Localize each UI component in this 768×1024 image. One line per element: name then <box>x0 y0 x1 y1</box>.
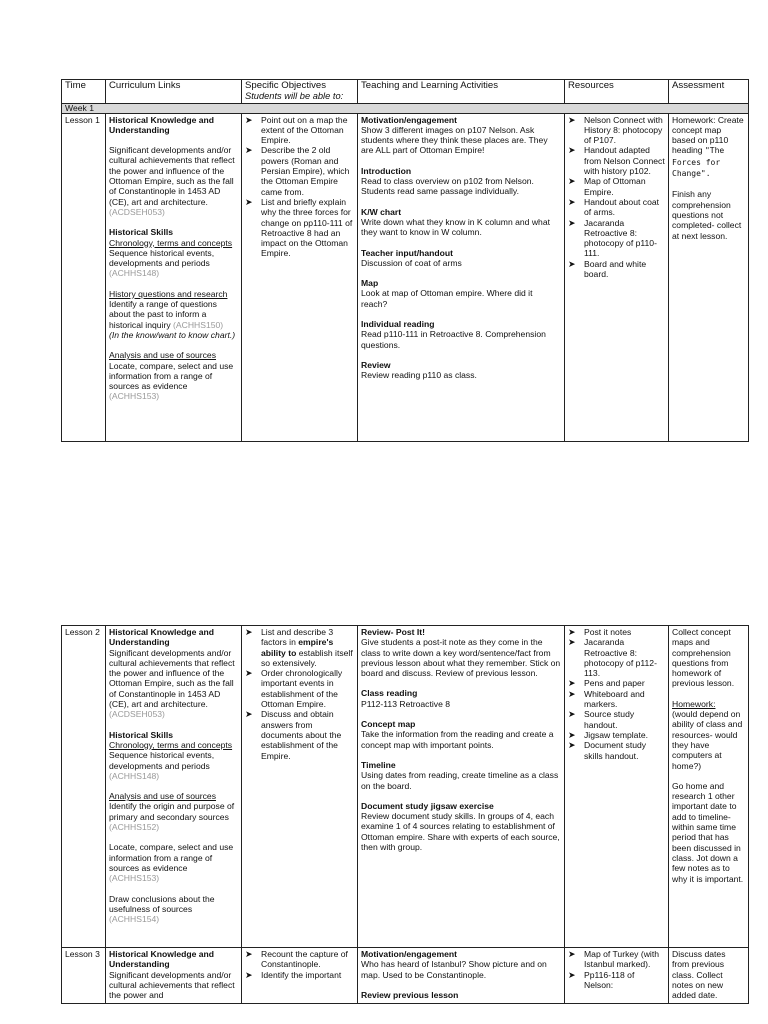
activity-title: Review previous lesson <box>361 989 459 1000</box>
activity-text: Who has heard of Istanbul? Show picture and on map. Used to be Constantinople. <box>361 959 547 980</box>
resource-item: ➤ Document study skills handout. <box>568 740 647 761</box>
sources-text: Draw conclusions about the usefulness of sources <box>109 893 215 914</box>
curriculum-text: Significant developments and/or cultural achievements that reflect the power and <box>109 969 235 1001</box>
resource-item: ➤ Map of Turkey (with Istanbul marked). <box>568 949 659 970</box>
activity-text: Using dates from reading, create timeline as a class on the board. <box>361 770 559 791</box>
lesson-time-cell: Lesson 1 <box>62 113 106 441</box>
header-specific-objectives <box>242 80 358 104</box>
activity-text: Give students a post-it note as they come in the class to write down a key word/sentence/fact from previous lesson about what they remember. Stick on board and discuss. Review of previous lesson. <box>361 637 561 679</box>
activity-text: Discussion of coat of arms <box>361 257 462 268</box>
curriculum-code: (ACDSEH053) <box>109 206 165 217</box>
objective-item: ➤ Recount the capture of Constantinople. <box>245 949 348 970</box>
resource-item: ➤ Nelson Connect with History 8: photocopy of P107. <box>568 114 663 146</box>
resource-item: ➤ Jacaranda Retroactive 8: photocopy of p110-111. <box>568 217 657 259</box>
research-note: (In the know/want to know chart.) <box>109 329 236 340</box>
arrowhead-bullet-icon: ➤ <box>568 740 576 751</box>
lesson-row-2 <box>62 626 749 948</box>
objective-item: ➤ Describe the 2 old powers (Roman and Persian Empire), which the Ottoman Empire came from. <box>245 145 350 197</box>
skills-code: (ACHHS148) <box>109 268 160 279</box>
activity-title: Class reading <box>361 688 418 699</box>
objective-emphasis: empire's ability to <box>261 637 334 658</box>
activity-title: Map <box>361 278 379 289</box>
resource-item: ➤ Handout adapted from Nelson Connect with history p102. <box>568 145 665 177</box>
header-row <box>62 80 749 104</box>
homework-text: Go home and research 1 other important date to add to timeline- within same time period that has been discussed in class. Jot down a few notes as to why it is important. <box>672 780 744 884</box>
activities-cell <box>358 626 565 948</box>
arrowhead-bullet-icon: ➤ <box>245 969 253 980</box>
assessment-cell <box>669 626 749 948</box>
arrowhead-bullet-icon: ➤ <box>568 176 576 187</box>
skills-heading: Historical Skills <box>109 227 174 238</box>
activity-title: Timeline <box>361 759 396 770</box>
arrowhead-bullet-icon: ➤ <box>245 949 253 959</box>
arrowhead-bullet-icon: ➤ <box>568 709 576 720</box>
header-objectives-subtitle: Students will be able to: <box>245 91 344 102</box>
header-assessment: Assessment <box>669 80 749 104</box>
resources-cell <box>565 626 669 948</box>
curriculum-heading: Historical Knowledge and Understanding <box>109 114 215 135</box>
resources-list <box>568 949 665 990</box>
objectives-cell <box>242 948 358 1004</box>
arrowhead-bullet-icon: ➤ <box>568 258 576 269</box>
sources-subheading: Analysis and use of sources <box>109 350 217 361</box>
curriculum-heading: Historical Knowledge and Understanding <box>109 949 215 970</box>
objective-item: ➤ List and describe 3 factors in empire's ability to establish itself so extensively. <box>245 627 353 668</box>
sources-code: (ACHHS153) <box>109 391 160 402</box>
research-subheading: History questions and research <box>109 288 228 299</box>
activity-text: Review document study skills. In groups of 4, each examine 1 of 4 sources relating to establishment of Ottoman empire. Share with experts of each source, then with group. <box>361 811 560 853</box>
lesson-time-cell: Lesson 3 <box>62 948 106 1004</box>
activities-cell <box>358 948 565 1004</box>
resources-cell <box>565 113 669 441</box>
resource-item: ➤ Jacaranda Retroactive 8: photocopy of p112-113. <box>568 637 657 679</box>
homework-heading: Homework: <box>672 698 716 709</box>
curriculum-text: Significant developments and/or cultural achievements that reflect the power and influence of the Ottoman Empire, such as the fall of Constantinople in 1453 AD (CE), art and architecture. <box>109 145 235 207</box>
arrowhead-bullet-icon: ➤ <box>568 949 576 959</box>
research-text <box>109 299 238 330</box>
resource-item: ➤ Source study handout. <box>568 709 635 730</box>
activity-text: Show 3 different images on p107 Nelson. Ask students where they think these places are. They are ALL part of Ottoman Empire! <box>361 124 548 156</box>
activity-title: Document study jigsaw exercise <box>361 800 494 811</box>
sources-code: (ACHHS152) <box>109 822 160 833</box>
resource-item: ➤ Pp116-118 of Nelson: <box>568 969 635 990</box>
lesson-time-cell: Lesson 2 <box>62 626 106 948</box>
objectives-cell <box>242 113 358 441</box>
objectives-list <box>245 627 354 761</box>
skills-code: (ACHHS148) <box>109 770 160 781</box>
resource-item: ➤ Whiteboard and markers. <box>568 688 645 710</box>
activity-text: Look at map of Ottoman empire. Where did it reach? <box>361 288 533 309</box>
header-activities: Teaching and Learning Activities <box>358 80 565 104</box>
resources-list <box>568 115 665 280</box>
objective-item: ➤ Order chronologically important events in establishment of the Ottoman Empire. <box>245 668 343 710</box>
arrowhead-bullet-icon: ➤ <box>245 114 253 125</box>
arrowhead-bullet-icon: ➤ <box>245 668 253 679</box>
arrowhead-bullet-icon: ➤ <box>568 114 576 125</box>
sources-code: (ACHHS154) <box>109 914 160 925</box>
activity-title: K/W chart <box>361 206 402 217</box>
resource-item: ➤ Jigsaw template. <box>568 729 649 740</box>
lesson-row-3 <box>62 948 749 1004</box>
week-label: Week 1 <box>62 103 749 113</box>
assessment-text: Finish any comprehension questions not completed- collect at next lesson. <box>672 189 742 241</box>
objectives-cell <box>242 626 358 948</box>
resources-list <box>568 627 665 761</box>
arrowhead-bullet-icon: ➤ <box>245 627 253 637</box>
sources-text: Identify the origin and purpose of primary and secondary sources (ACHHS152) <box>109 801 235 833</box>
assessment-text: Collect concept maps and comprehension questions from homework of previous lesson. <box>672 627 735 689</box>
curriculum-code: (ACDSEH053) <box>109 709 165 720</box>
resource-item: ➤ Pens and paper <box>568 678 645 689</box>
activity-text: Review reading p110 as class. <box>361 370 477 381</box>
lesson-row-1 <box>62 113 749 441</box>
arrowhead-bullet-icon: ➤ <box>245 709 253 720</box>
arrowhead-bullet-icon: ➤ <box>568 678 576 689</box>
lesson-plan-table-continued <box>61 625 749 1004</box>
arrowhead-bullet-icon: ➤ <box>245 196 253 207</box>
activity-title: Introduction <box>361 165 412 176</box>
activity-text: Write down what they know in K column and what they want to know in W column. <box>361 216 550 238</box>
curriculum-heading: Historical Knowledge and Understanding <box>109 627 215 648</box>
skills-heading: Historical Skills <box>109 729 174 740</box>
activity-title: Motivation/engagement <box>361 114 457 125</box>
resource-item: ➤ Post it notes <box>568 627 632 637</box>
header-time: Time <box>62 80 106 104</box>
curriculum-text: Significant developments and/or cultural achievements that reflect the power and influence of the Ottoman Empire, such as the fall of Constantinople in 1453 AD (CE), art and architecture. <box>109 647 235 710</box>
activity-title: Individual reading <box>361 319 435 330</box>
curriculum-links-cell <box>106 948 242 1004</box>
activity-text: Read to class overview on p102 from Nelson. Students read same passage individually. <box>361 176 534 197</box>
activity-title: Teacher input/handout <box>361 247 453 258</box>
curriculum-links-cell <box>106 113 242 441</box>
arrowhead-bullet-icon: ➤ <box>568 729 576 740</box>
activities-cell <box>358 113 565 441</box>
sources-subheading: Analysis and use of sources <box>109 791 217 802</box>
objectives-list <box>245 949 354 980</box>
arrowhead-bullet-icon: ➤ <box>568 196 576 207</box>
week-row <box>62 103 749 113</box>
header-resources: Resources <box>565 80 669 104</box>
sources-text: Locate, compare, select and use information from a range of sources as evidence <box>109 842 234 873</box>
skills-text: Sequence historical events, developments and periods <box>109 247 215 269</box>
activity-title: Concept map <box>361 719 416 730</box>
activity-text: Take the information from the reading and create a concept map with important points. <box>361 729 554 750</box>
arrowhead-bullet-icon: ➤ <box>568 688 576 699</box>
research-text-body: Identify a range of questions about the past to inform a historical inquiry <box>109 299 217 330</box>
sources-text: Locate, compare, select and use information from a range of sources as evidence <box>109 360 234 392</box>
arrowhead-bullet-icon: ➤ <box>245 145 253 156</box>
resource-item: ➤ Map of Ottoman Empire. <box>568 176 646 197</box>
research-code: (ACHHS150) <box>173 319 224 330</box>
resource-item: ➤ Handout about coat of arms. <box>568 196 660 218</box>
homework-note: (would depend on ability of class and resources- would they have computers at home?) <box>672 709 743 771</box>
arrowhead-bullet-icon: ➤ <box>568 217 576 228</box>
header-objectives-title: Specific Objectives <box>245 80 327 91</box>
objective-item: ➤ List and briefly explain why the three forces for change on pp110-111 of Retroactive 8 had an impact on the Ottoman Empire. <box>245 196 353 259</box>
assessment-cell: Discuss dates from previous class. Collect notes on new added date. <box>669 948 749 1004</box>
sources-code: (ACHHS153) <box>109 873 160 884</box>
assessment-quote: "The Forces for Change". <box>672 146 725 179</box>
assessment-cell <box>669 113 749 441</box>
objective-item: ➤ Identify the important <box>245 969 342 980</box>
curriculum-links-cell <box>106 626 242 948</box>
arrowhead-bullet-icon: ➤ <box>568 627 576 637</box>
arrowhead-bullet-icon: ➤ <box>568 145 576 156</box>
resource-item: ➤ Board and white board. <box>568 258 647 280</box>
skills-subheading: Chronology, terms and concepts <box>109 739 233 750</box>
skills-subheading: Chronology, terms and concepts <box>109 237 233 248</box>
resources-cell <box>565 948 669 1004</box>
skills-text: Sequence historical events, developments and periods <box>109 750 215 771</box>
lesson-plan-table-week1 <box>61 79 749 442</box>
activity-title: Motivation/engagement <box>361 949 457 959</box>
activity-text: P112-113 Retroactive 8 <box>361 698 451 709</box>
activity-title: Review <box>361 359 391 370</box>
objectives-list <box>245 115 354 259</box>
activity-text: Read p110-111 in Retroactive 8. Comprehension questions. <box>361 329 546 350</box>
header-curriculum-links: Curriculum Links <box>106 80 242 104</box>
objective-item: ➤ Discuss and obtain answers from documents about the establishment of the Empire. <box>245 709 342 761</box>
objective-item: ➤ Point out on a map the extent of the Ottoman Empire. <box>245 114 348 146</box>
activity-title: Review- Post It! <box>361 627 425 637</box>
arrowhead-bullet-icon: ➤ <box>568 637 576 648</box>
assessment-homework: Homework: Create concept map based on p110 heading "The Forces for Change". <box>672 114 744 179</box>
arrowhead-bullet-icon: ➤ <box>568 969 576 980</box>
